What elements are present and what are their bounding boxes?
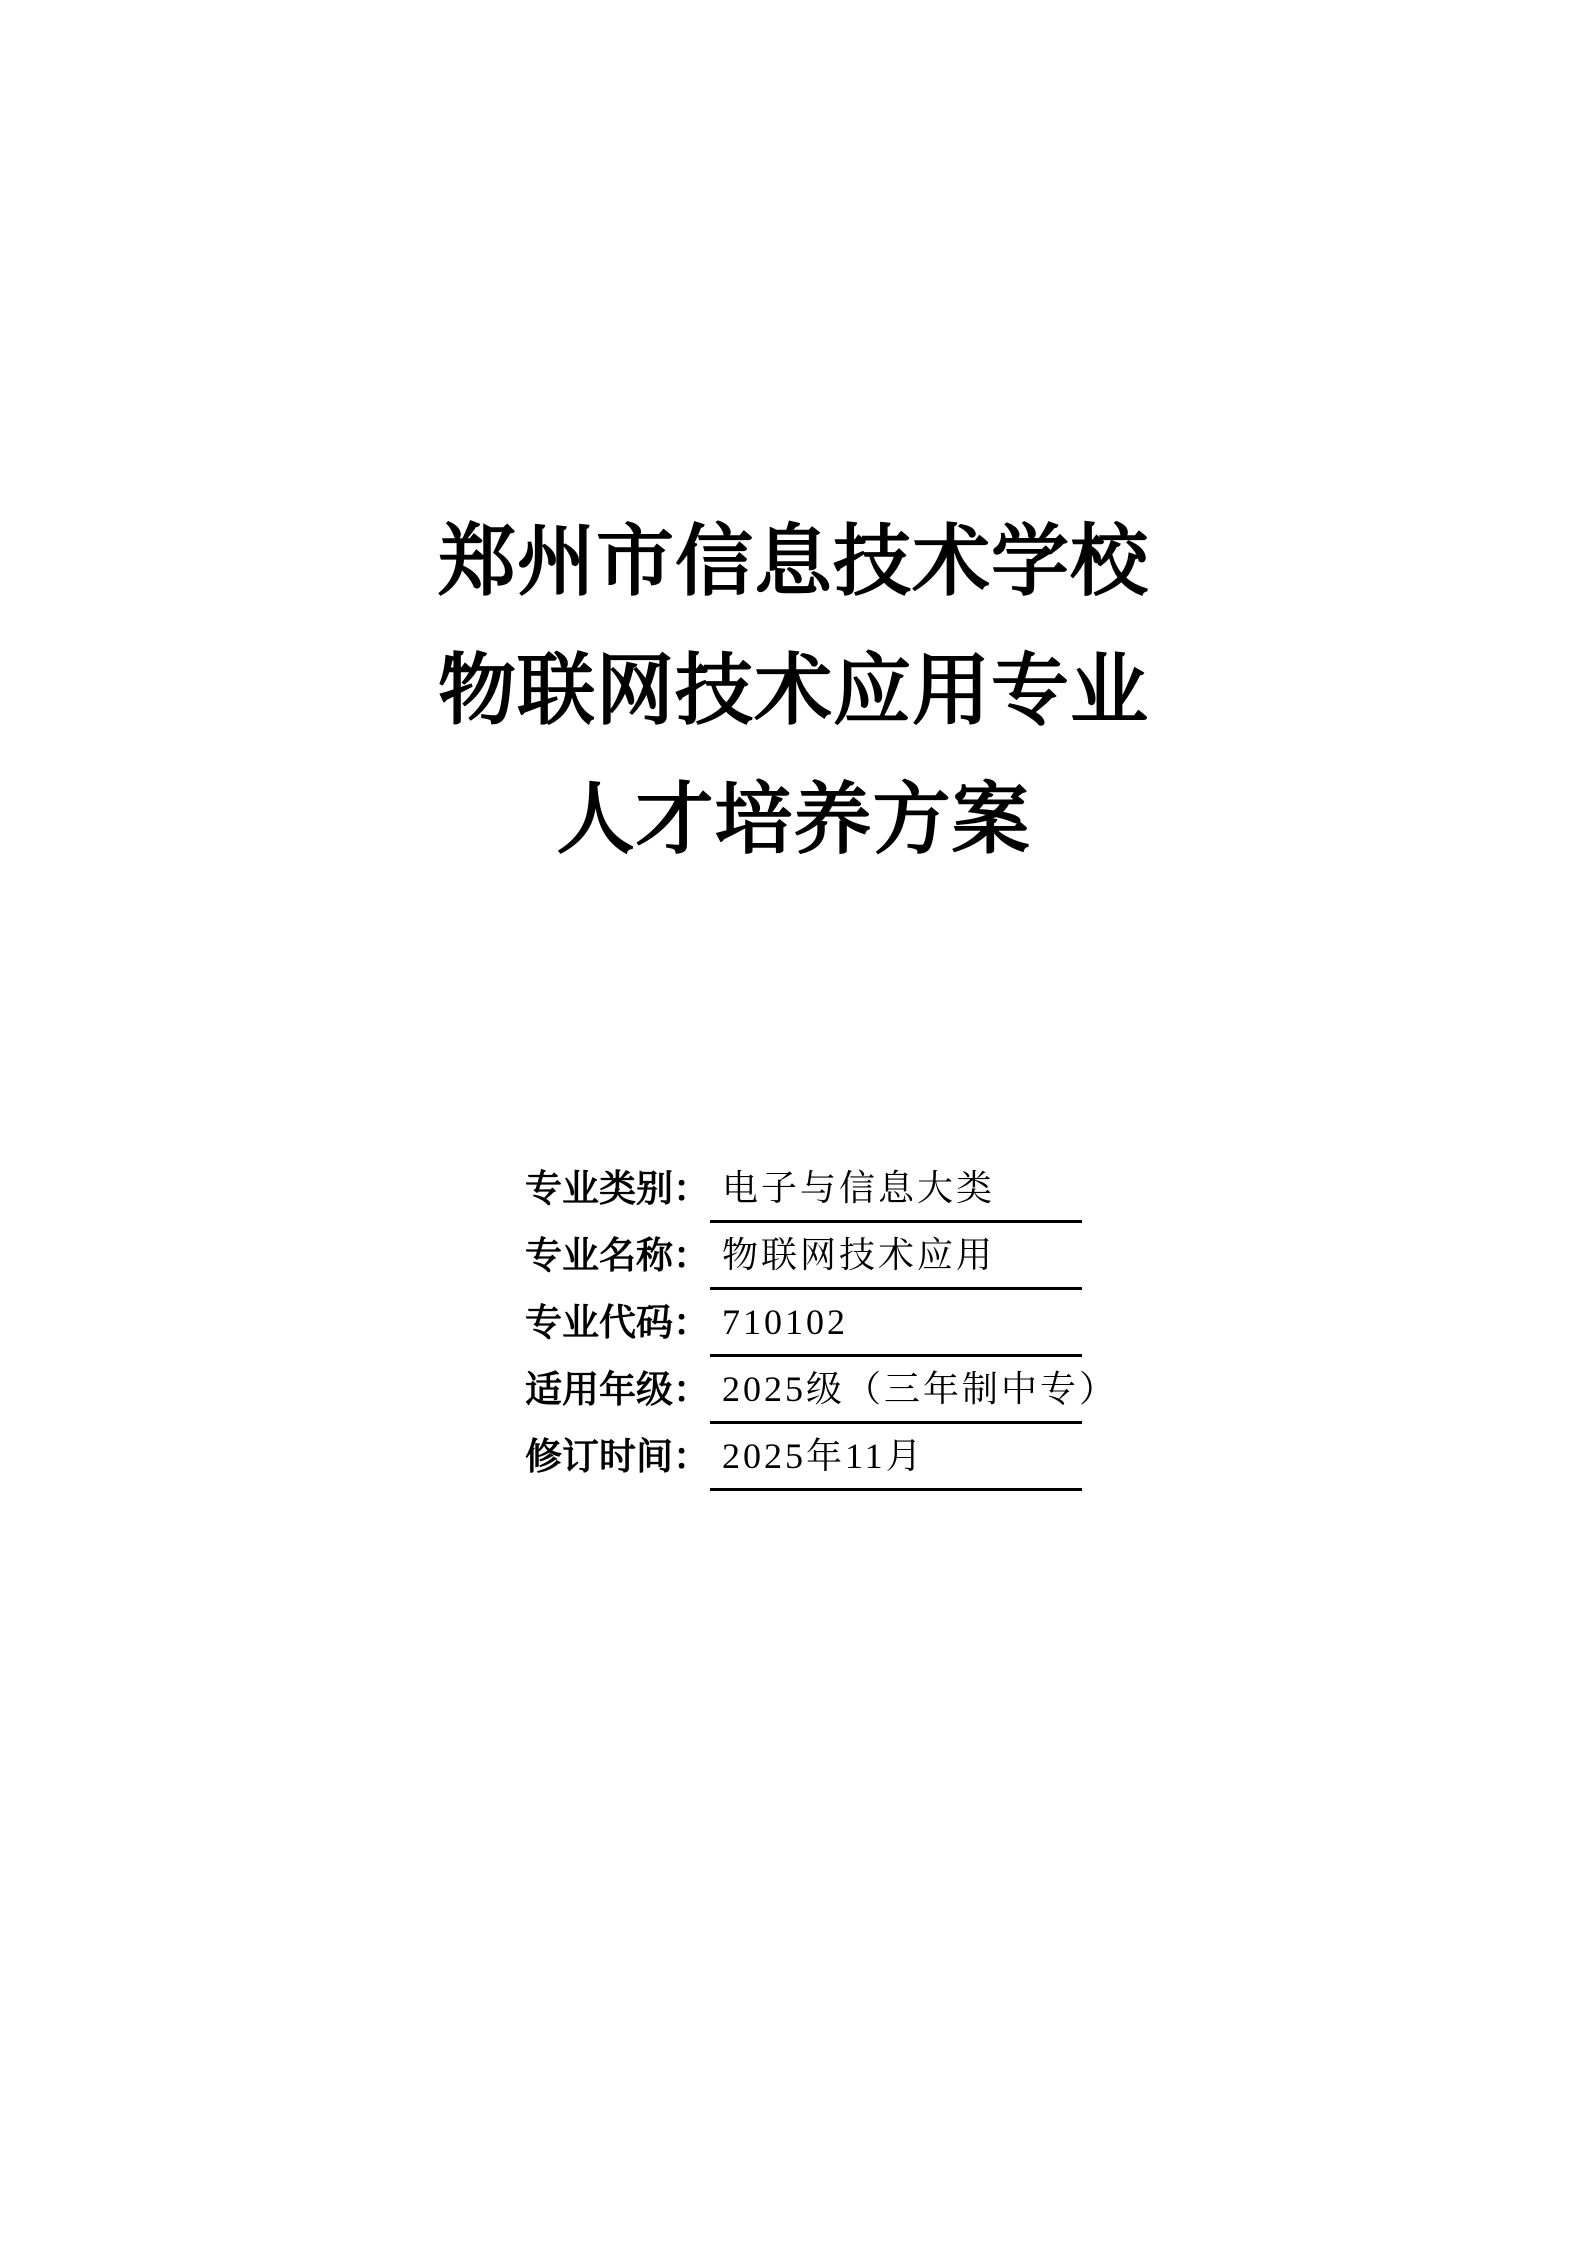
cover-title: [0, 497, 1587, 884]
form-row-revision-date: [525, 1424, 1082, 1491]
major-code-label: 专业代码：: [525, 1302, 710, 1343]
revision-date-label: 修订时间：: [525, 1436, 710, 1477]
cover-info-form: [525, 1156, 1119, 1491]
major-name-value: 物联网技术应用: [710, 1223, 1082, 1290]
title-line-plan: 人才培养方案: [556, 775, 1031, 863]
title-line-major: 物联网技术应用专业: [437, 646, 1149, 734]
applicable-grade-label: 适用年级：: [525, 1369, 710, 1410]
form-row-applicable-grade: [525, 1357, 1119, 1424]
form-row-major-category: [525, 1156, 1082, 1223]
major-category-label: 专业类别：: [525, 1168, 710, 1209]
form-row-major-code: [525, 1290, 1082, 1357]
major-category-value: 电子与信息大类: [710, 1156, 1082, 1223]
revision-date-value: 2025年11月: [710, 1424, 1082, 1491]
major-name-label: 专业名称：: [525, 1235, 710, 1276]
form-row-major-name: [525, 1223, 1082, 1290]
applicable-grade-value: 2025级（三年制中专）: [710, 1357, 1082, 1424]
major-code-value: 710102: [710, 1290, 1082, 1357]
title-line-school: 郑州市信息技术学校: [437, 517, 1149, 605]
